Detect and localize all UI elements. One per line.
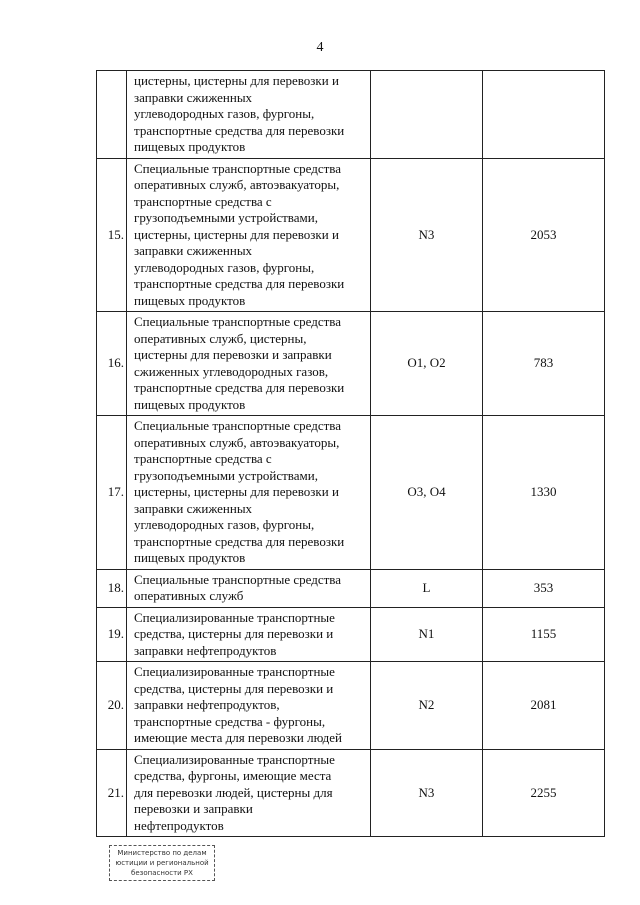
table-row: [97, 662, 605, 750]
value-cell: 783: [483, 312, 605, 416]
vehicle-category: L: [371, 569, 483, 607]
value-cell: 1330: [483, 416, 605, 570]
description-line: углеводородных газов, фургоны,: [134, 517, 315, 532]
table-body: [97, 71, 605, 837]
table-row: [97, 158, 605, 312]
description-line: углеводородных газов, фургоны,: [134, 259, 315, 275]
vehicle-category: O1, O2: [371, 312, 483, 416]
vehicle-description: [127, 158, 371, 312]
stamp-line: юстиции и региональной: [115, 859, 209, 867]
value-cell: 2255: [483, 749, 605, 837]
vehicle-category: N3: [371, 749, 483, 837]
description-line: оперативных служб: [134, 588, 244, 603]
vehicle-category: O3, O4: [371, 416, 483, 570]
description-line: средства, цистерны для перевозки и: [134, 626, 334, 641]
description-line: перевозки и заправки: [134, 801, 253, 816]
row-number: 16.: [97, 312, 127, 416]
description-line: пищевых продуктов: [134, 139, 246, 154]
description-line: транспортные средства для перевозки: [134, 276, 345, 291]
row-number: 18.: [97, 569, 127, 607]
vehicle-table: [96, 70, 605, 837]
description-line: заправки сжиженных: [134, 89, 253, 105]
table-row: [97, 416, 605, 570]
vehicle-description: [127, 749, 371, 837]
value-cell: 2053: [483, 158, 605, 312]
description-line: заправки нефтепродуктов: [134, 642, 277, 658]
stamp-line: Министерство по делам: [117, 849, 207, 857]
description-line: Специализированные транспортные: [134, 609, 335, 625]
description-line: транспортные средства - фургоны,: [134, 713, 326, 729]
description-line: для перевозки людей, цистерны для: [134, 784, 333, 800]
description-line: Специальные транспортные средства: [134, 418, 342, 433]
vehicle-category: N2: [371, 662, 483, 750]
description-line: нефтепродуктов: [134, 817, 224, 833]
description-line: оперативных служб, цистерны,: [134, 330, 307, 346]
value-cell: 2081: [483, 662, 605, 750]
vehicle-description: [127, 71, 371, 159]
description-line: цистерны, цистерны для перевозки и: [134, 226, 339, 242]
table-row: [97, 749, 605, 837]
table-row: [97, 71, 605, 159]
ministry-stamp: [109, 845, 215, 881]
description-line: Специальные транспортные средства: [134, 314, 342, 329]
description-line: пищевых продуктов: [134, 550, 246, 565]
description-line: заправки нефтепродуктов,: [134, 697, 280, 712]
description-line: цистерны, цистерны для перевозки и: [134, 484, 339, 499]
vehicle-description: [127, 662, 371, 750]
row-number: 15.: [97, 158, 127, 312]
description-line: пищевых продуктов: [134, 292, 246, 308]
description-line: сжиженных углеводородных газов,: [134, 363, 329, 379]
description-line: транспортные средства с: [134, 451, 272, 466]
description-line: оперативных служб, автоэвакуаторы,: [134, 177, 340, 192]
description-line: цистерны, цистерны для перевозки и: [134, 73, 339, 88]
vehicle-category: N1: [371, 607, 483, 662]
page-number: 4: [316, 40, 324, 55]
description-line: средства, цистерны для перевозки и: [134, 680, 334, 696]
description-line: Специализированные транспортные: [134, 664, 335, 679]
description-line: углеводородных газов, фургоны,: [134, 106, 315, 121]
row-number: 19.: [97, 607, 127, 662]
description-line: средства, фургоны, имеющие места: [134, 768, 332, 783]
table-row: [97, 607, 605, 662]
vehicle-category: N3: [371, 158, 483, 312]
value-cell: 1155: [483, 607, 605, 662]
row-number: 21.: [97, 749, 127, 837]
description-line: транспортные средства для перевозки: [134, 380, 345, 395]
description-line: оперативных служб, автоэвакуаторы,: [134, 434, 340, 450]
description-line: грузоподъемными устройствами,: [134, 210, 318, 225]
description-line: Специальные транспортные средства: [134, 571, 342, 587]
value-cell: [483, 71, 605, 159]
vehicle-category: [371, 71, 483, 159]
stamp-line: безопасности РХ: [131, 869, 193, 877]
table-row: [97, 569, 605, 607]
description-line: Специальные транспортные средства: [134, 160, 342, 176]
vehicle-description: [127, 416, 371, 570]
description-line: Специализированные транспортные: [134, 751, 335, 767]
description-line: транспортные средства для перевозки: [134, 122, 345, 138]
description-line: транспортные средства для перевозки: [134, 533, 345, 549]
row-number: 20.: [97, 662, 127, 750]
description-line: транспортные средства с: [134, 193, 272, 209]
table-row: [97, 312, 605, 416]
description-line: пищевых продуктов: [134, 396, 246, 412]
row-number: 17.: [97, 416, 127, 570]
value-cell: 353: [483, 569, 605, 607]
description-line: грузоподъемными устройствами,: [134, 467, 318, 483]
description-line: цистерны для перевозки и заправки: [134, 347, 332, 362]
description-line: имеющие места для перевозки людей: [134, 730, 343, 745]
description-line: заправки сжиженных: [134, 500, 253, 516]
vehicle-description: [127, 569, 371, 607]
description-line: заправки сжиженных: [134, 243, 253, 258]
vehicle-description: [127, 607, 371, 662]
vehicle-description: [127, 312, 371, 416]
row-number: [97, 71, 127, 159]
